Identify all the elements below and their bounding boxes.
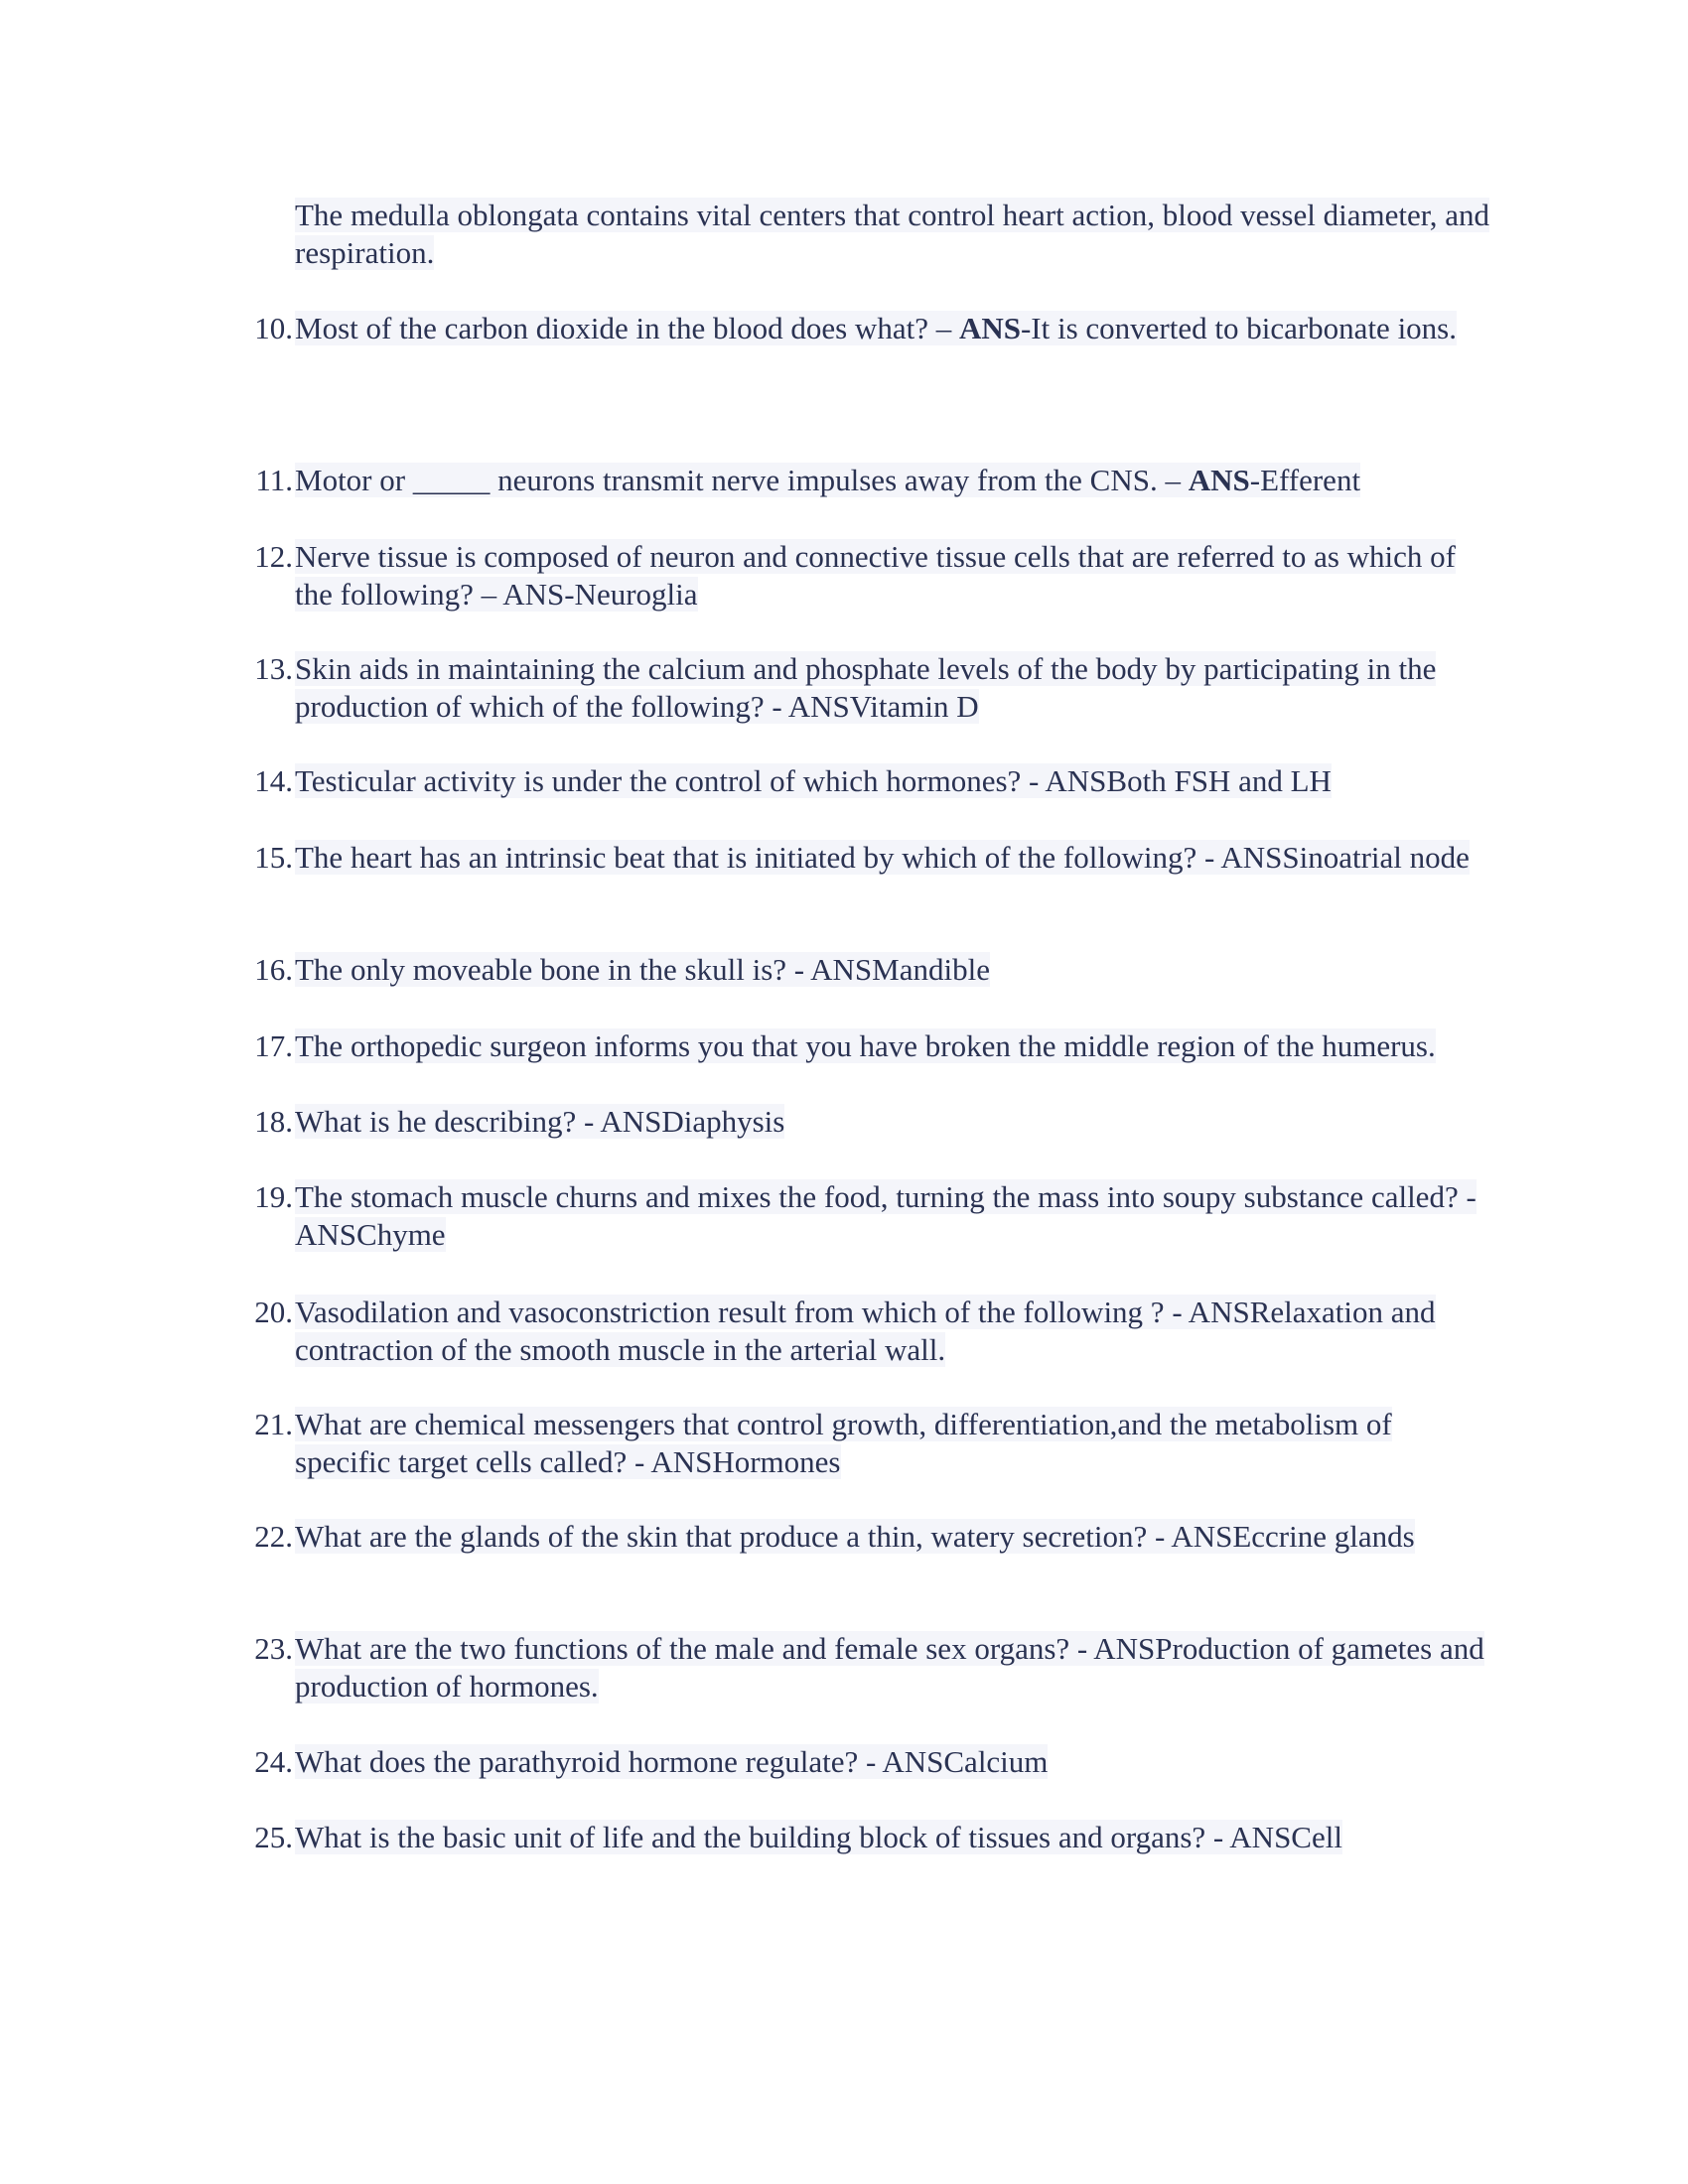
list-item xyxy=(243,1406,1494,1481)
continuation-paragraph xyxy=(243,197,1494,272)
list-item xyxy=(243,1294,1494,1369)
ans-label: ANS xyxy=(1188,463,1250,497)
item-text: Vasodilation and vasoconstriction result from which of the following ? - ANSRelaxation and contraction of the smooth muscle in the arterial wall. xyxy=(295,1295,1436,1367)
item-text: The only moveable bone in the skull is? - ANSMandible xyxy=(295,952,990,987)
item-text: What are chemical messengers that control growth, differentiation,and the metabolism of specific target cells called? - ANSHormones xyxy=(295,1407,1392,1479)
list-item xyxy=(243,762,1494,800)
item-question: Motor or _____ neurons transmit nerve impulses away from the CNS. – xyxy=(295,463,1189,497)
list-item xyxy=(243,839,1494,877)
list-item xyxy=(243,1027,1494,1065)
item-number: 22. xyxy=(254,1519,293,1554)
ans-label: ANS xyxy=(958,311,1021,345)
item-number: 24. xyxy=(254,1744,293,1779)
item-text: The stomach muscle churns and mixes the food, turning the mass into soupy substance called? - ANSChyme xyxy=(295,1179,1477,1252)
list-item xyxy=(243,1819,1494,1856)
item-number: 17. xyxy=(254,1028,293,1063)
item-number: 19. xyxy=(254,1179,293,1214)
item-text: What is the basic unit of life and the building block of tissues and organs? - ANSCell xyxy=(295,1820,1342,1854)
item-answer: -It is converted to bicarbonate ions. xyxy=(1020,311,1457,345)
list-item xyxy=(243,462,1494,499)
list-item xyxy=(243,1103,1494,1141)
item-text: What are the two functions of the male and female sex organs? - ANSProduction of gametes and production of hormones. xyxy=(295,1631,1484,1704)
list-item xyxy=(243,650,1494,726)
list-item xyxy=(243,1630,1494,1706)
item-text: What is he describing? - ANSDiaphysis xyxy=(295,1104,785,1139)
item-number: 11. xyxy=(255,463,293,497)
item-number: 15. xyxy=(254,840,293,875)
item-text: The heart has an intrinsic beat that is initiated by which of the following? - ANSSinoatrial node xyxy=(295,840,1470,875)
item-text: What are the glands of the skin that produce a thin, watery secretion? - ANSEccrine glands xyxy=(295,1519,1415,1554)
item-number: 18. xyxy=(254,1104,293,1139)
item-number: 12. xyxy=(254,539,293,574)
item-number: 14. xyxy=(254,763,293,798)
list-item xyxy=(243,310,1494,347)
item-text: Testicular activity is under the control of which hormones? - ANSBoth FSH and LH xyxy=(295,763,1332,798)
item-number: 10. xyxy=(254,311,293,345)
list-item xyxy=(243,1743,1494,1781)
item-number: 20. xyxy=(254,1295,293,1329)
list-item xyxy=(243,1518,1494,1556)
item-text: Nerve tissue is composed of neuron and connective tissue cells that are referred to as which of the following? – ANS-Neuroglia xyxy=(295,539,1456,612)
item-text: The orthopedic surgeon informs you that you have broken the middle region of the humerus. xyxy=(295,1028,1436,1063)
item-number: 21. xyxy=(254,1407,293,1441)
item-text: What does the parathyroid hormone regulate? - ANSCalcium xyxy=(295,1744,1049,1779)
item-question: Most of the carbon dioxide in the blood does what? – xyxy=(295,311,959,345)
list-item xyxy=(243,1178,1494,1254)
item-number: 25. xyxy=(254,1820,293,1854)
item-number: 16. xyxy=(254,952,293,987)
item-text: Skin aids in maintaining the calcium and phosphate levels of the body by participating in the production of which of the following? - ANSVitamin D xyxy=(295,651,1437,724)
continuation-text: The medulla oblongata contains vital centers that control heart action, blood vessel diameter, and respiration. xyxy=(295,198,1490,270)
list-item xyxy=(243,538,1494,614)
item-number: 23. xyxy=(254,1631,293,1666)
item-number: 13. xyxy=(254,651,293,686)
list-item xyxy=(243,951,1494,989)
item-answer: -Efferent xyxy=(1249,463,1361,497)
